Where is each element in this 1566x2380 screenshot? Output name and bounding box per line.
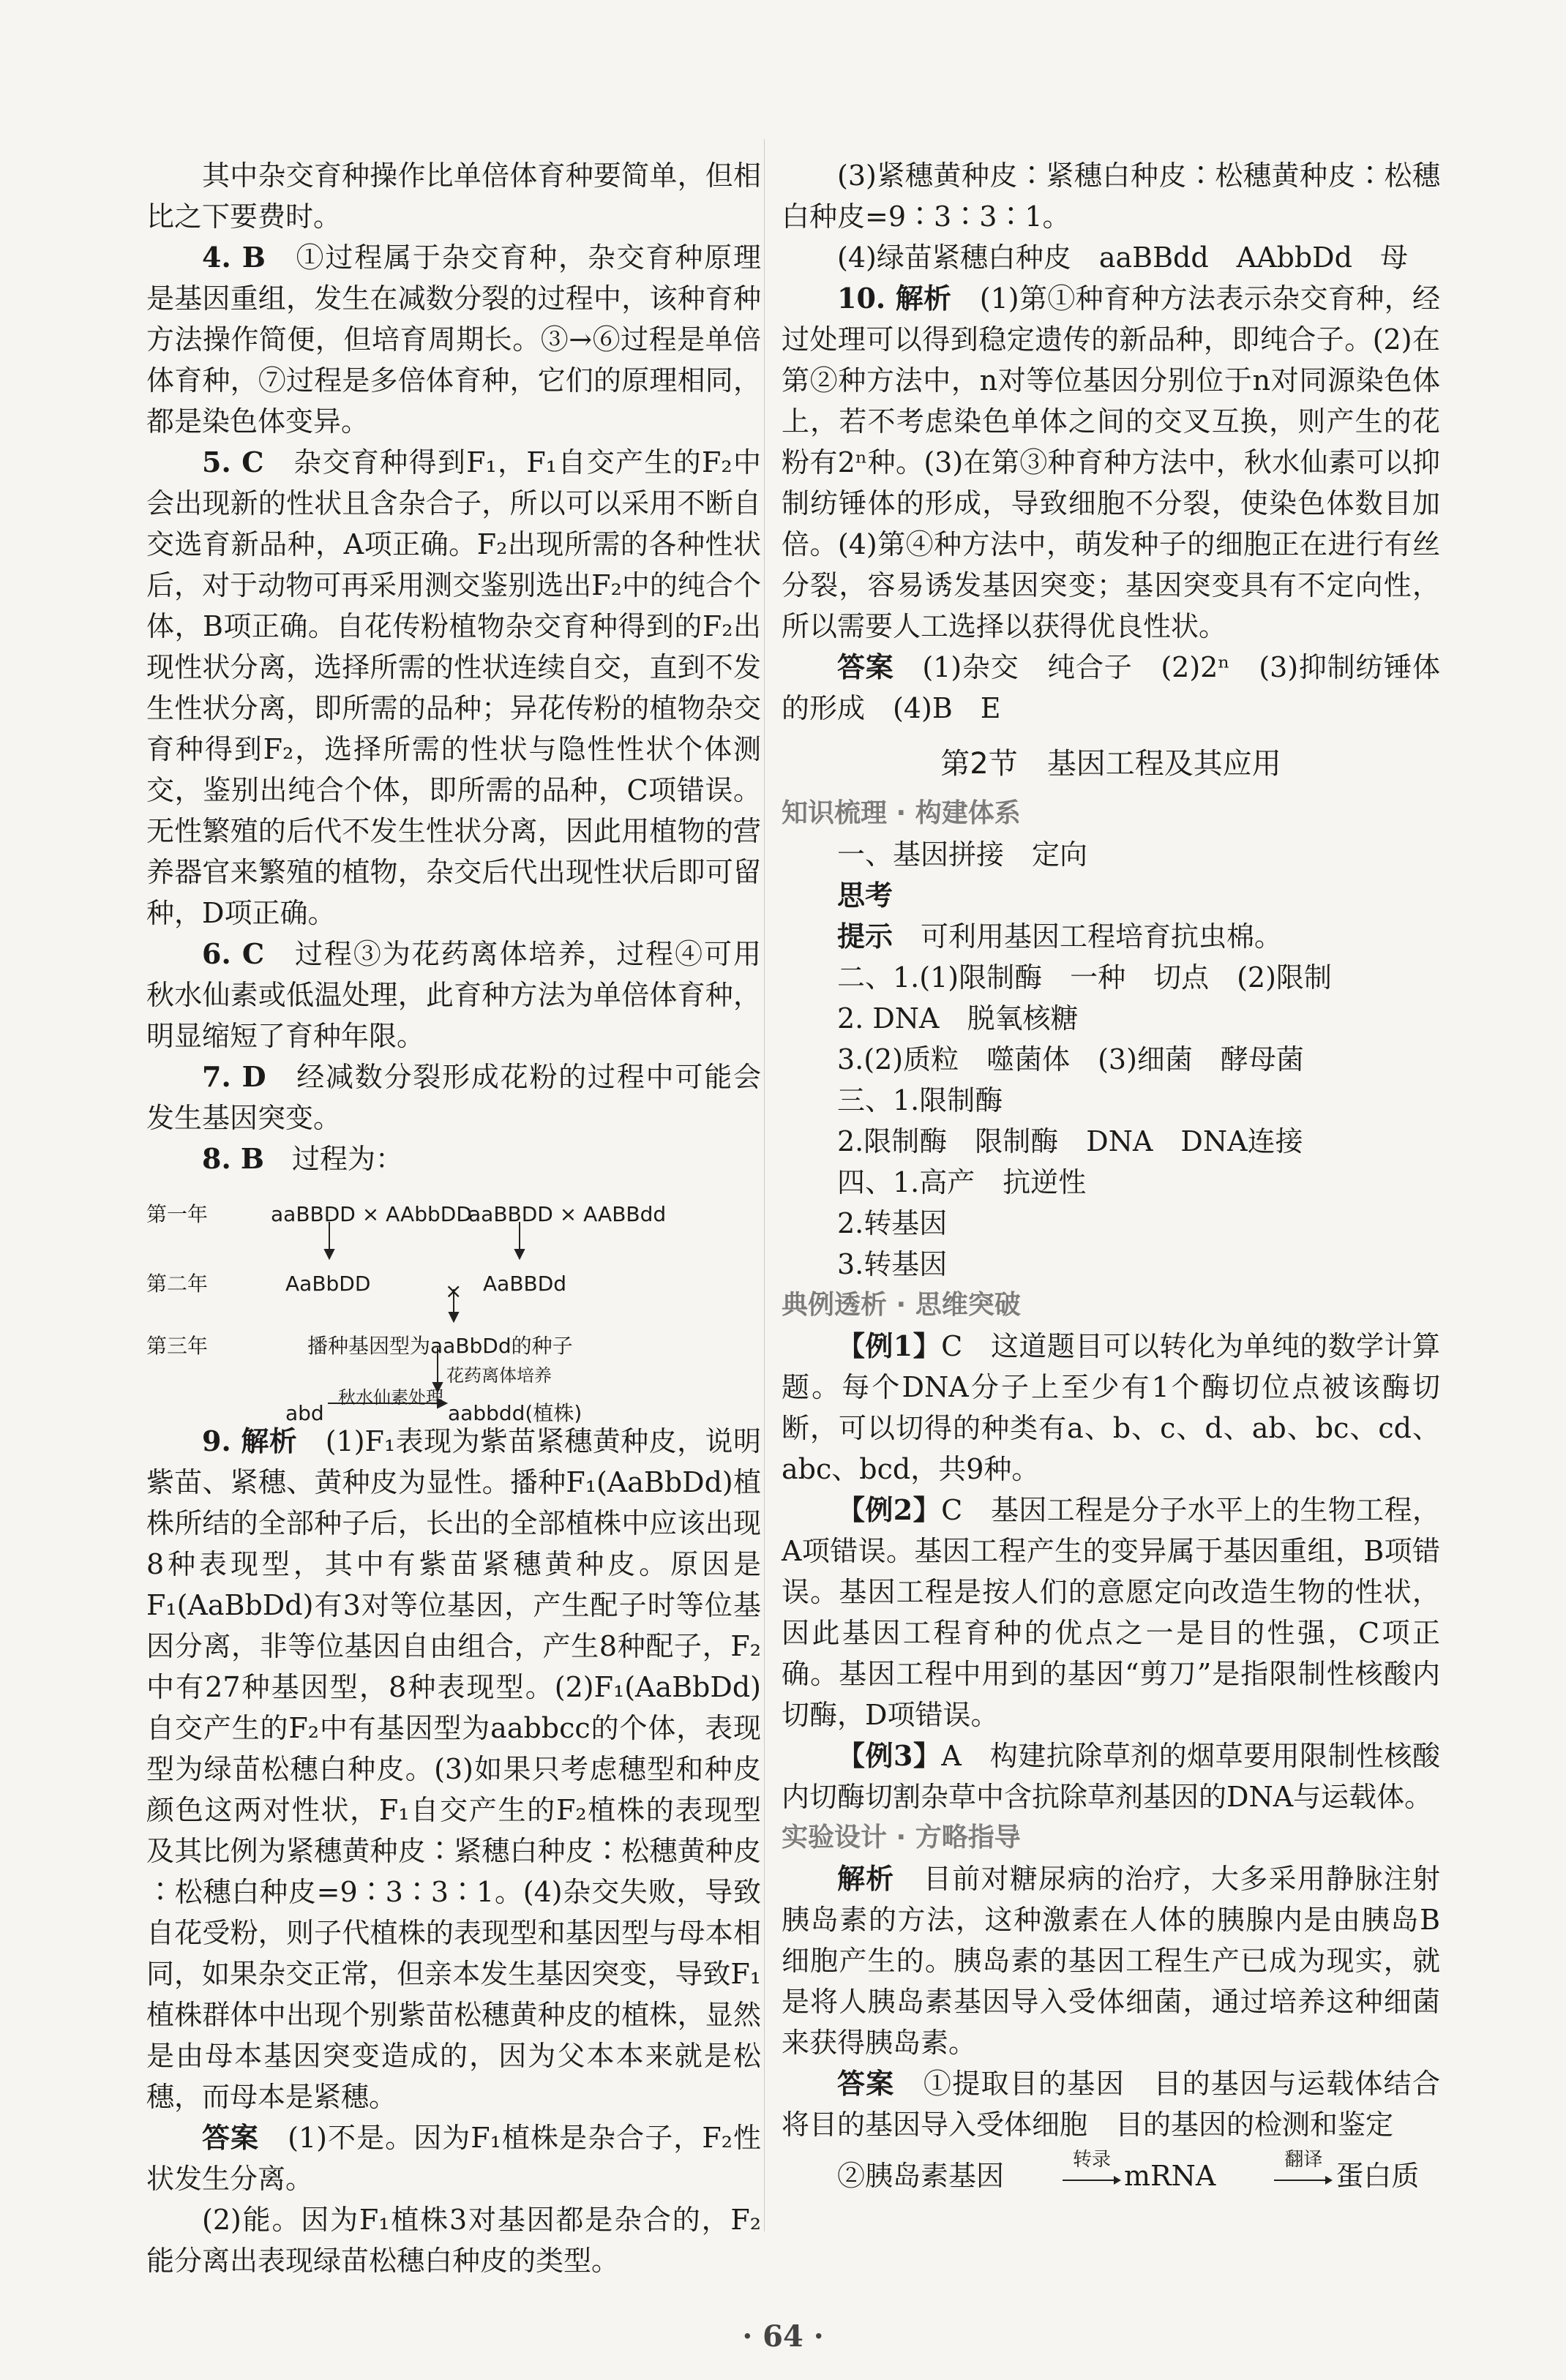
parent-cross-1: aaBBDD × AAbbDD <box>271 1202 472 1226</box>
anther-culture-label: 花药离体培养 <box>446 1365 552 1386</box>
colchicine-label: 秋水仙素处理 <box>338 1387 443 1408</box>
haploid-genotype: abd <box>285 1401 324 1425</box>
answer-9-part-1: 答案 (1)不是。因为F₁植株是杂合子，F₂性状发生分离。 <box>146 2121 761 2195</box>
answer-9-part-2: (2)能。因为F₁植株3对基因都是杂合的，F₂能分离出表现绿苗松穗白种皮的类型。 <box>146 2204 761 2277</box>
example-1: 【例1】C 这道题目可以转化为单纯的数学计算题。每个DNA分子上至少有1个酶切位点被该酶切断，可以切得的种类有a、b、c、d、ab、bc、cd、abc、bcd，共9种。 <box>782 1329 1440 1485</box>
answer-item-10: 10. 解析 (1)第①种育种方法表示杂交育种，经过处理可以得到稳定遗传的新品种，即纯合子。(2)在第②种方法中，n对等位基因分别位于n对同源染色体上，若不考虑染色单体之间的交叉互换，则产生的花粉有2ⁿ种。(3)在第③种育种方法中，秋水仙素可以抑制纺锤体的形成，导致细胞不分裂，使染色体数目加倍。(4)第④种方法中，萌发种子的细胞正在进行有丝分裂，容易诱发基因突变；基因突变具有不定向性，所以需要人工选择以获得优良性状。 <box>782 282 1440 642</box>
section-band-knowledge: 知识梳理 · 构建体系 <box>782 798 1021 828</box>
knowledge-line: 2. DNA 脱氧核糖 <box>837 1002 1079 1035</box>
experiment-answer: 答案 ①提取目的基因 目的基因与运载体结合 将目的基因导入受体细胞 目的基因的检测和鉴定 <box>782 2067 1468 2141</box>
knowledge-line: 3.转基因 <box>837 1248 948 1280</box>
left-column <box>146 155 761 2281</box>
year-3-label: 第三年 <box>146 1334 209 1358</box>
f1-genotype-a: AaBbDD <box>285 1272 371 1296</box>
transcription-arrow: 转录 <box>1004 2155 1124 2196</box>
answer-9-part-3: (3)紧穗黄种皮∶紧穗白种皮∶松穗黄种皮∶松穗白种皮=9∶3∶3∶1。 <box>782 159 1440 233</box>
section-title: 第2节 基因工程及其应用 <box>940 747 1281 781</box>
page-number: · 64 · <box>742 2319 824 2354</box>
example-2: 【例2】C 基因工程是分子水平上的生物工程，A项错误。基因工程产生的变异属于基因重组，B项错误。基因工程是按人们的意愿定向改造生物的性状，因此基因工程育种的优点之一是目的性强，C项正确。基因工程中用到的基因“剪刀”是指限制性核酸内切酶，D项错误。 <box>782 1493 1440 1731</box>
column-divider <box>764 139 765 2231</box>
answer-item-6: 6. C 过程③为花药离体培养，过程④可用秋水仙素或低温处理，此育种方法为单倍体育种，明显缩短了育种年限。 <box>146 937 761 1052</box>
year-2-label: 第二年 <box>146 1272 209 1296</box>
answer-item-5: 5. C 杂交育种得到F₁，F₁自交产生的F₂中会出现新的性状且含杂合子，所以可以采用不断自交选育新品种，A项正确。F₂出现所需的各种性状后，对于动物可再采用测交鉴别选出F₂中的纯合个体，B项正确。自花传粉植物杂交育种得到的F₂出现性状分离，选择所需的性状连续自交，直到不发生性状分离，即所需的品种；异花传粉的植物杂交育种得到F₂，选择所需的性状与隐性性状个体测交，鉴别出纯合个体，即所需的品种，C项错误。无性繁殖的后代不发生性状分离，因此用植物的营养器官来繁殖的植物，杂交后代出现性状后即可留种，D项正确。 <box>146 446 761 929</box>
think-heading: 思考 <box>837 879 893 912</box>
answer-item-7: 7. D 经减数分裂形成花粉的过程中可能会发生基因突变。 <box>146 1060 761 1134</box>
experiment-analysis: 解析 目前对糖尿病的治疗，大多采用静脉注射胰岛素的方法，这种激素在人体的胰腺内是由胰岛B细胞产生的。胰岛素的基因工程生产已成为现实，就是将人胰岛素基因导入受体细菌，通过培养这种细菌来获得胰岛素。 <box>782 1862 1440 2059</box>
answer-item-9: 9. 解析 (1)F₁表现为紫苗紧穗黄种皮，说明紫苗、紧穗、黄种皮为显性。播种F₁(AaBbDd)植株所结的全部种子后，长出的全部植株中应该出现8种表现型，其中有紫苗紧穗黄种皮。原因是F₁(AaBbDd)有3对等位基因，产生配子时等位基因分离，非等位基因自由组合，产生8种配子，F₂中有27种基因型，8种表现型。(2)F₁(AaBbDd)自交产生的F₂中有基因型为aabbcc的个体，表现型为绿苗松穗白种皮。(3)如果只考虑穗型和种皮颜色这两对性状，F₁自交产生的F₂植株的表现型及其比例为紧穗黄种皮∶紧穗白种皮∶松穗黄种皮∶松穗白种皮=9∶3∶3∶1。(4)杂交失败，导致自花受粉，则子代植株的表现型和基因型与母本相同，如果杂交正常，但亲本发生基因突变，导致F₁植株群体中出现个别紫苗松穗黄种皮的植株，显然是由母本基因突变造成的，因为父本本来就是松穗，而母本是紧穗。 <box>146 1424 761 2113</box>
sow-seeds-label: 播种基因型为aaBbDd的种子 <box>307 1334 573 1358</box>
flow-line: ②胰岛素基因 转录 mRNA 翻译 蛋白质 <box>782 2155 1440 2196</box>
knowledge-line: 一、基因拼接 定向 <box>837 838 1088 871</box>
answer-9-part-4: (4)绿苗紧穗白种皮 aaBBdd AAbbDd 母 <box>837 241 1408 274</box>
right-column <box>782 155 1468 2196</box>
translation-arrow: 翻译 <box>1215 2155 1335 2196</box>
knowledge-line: 2.限制酶 限制酶 DNA DNA连接 <box>837 1125 1303 1157</box>
knowledge-line: 3.(2)质粒 噬菌体 (3)细菌 酵母菌 <box>837 1043 1304 1075</box>
result-genotype: aabbdd(植株) <box>448 1401 582 1425</box>
knowledge-line: 2.转基因 <box>837 1207 948 1239</box>
example-3: 【例3】A 构建抗除草剂的烟草要用限制性核酸内切酶切割杂草中含抗除草剂基因的DNA与运载体。 <box>782 1739 1440 1813</box>
hint-line: 提示 可利用基因工程培育抗虫棉。 <box>837 920 1283 953</box>
section-band-examples: 典例透析 · 思维突破 <box>782 1290 1021 1320</box>
answer-10: 答案 (1)杂交 纯合子 (2)2ⁿ (3)抑制纺锤体的形成 (4)B E <box>782 650 1440 724</box>
paragraph: 其中杂交育种操作比单倍体育种要简单，但相比之下要费时。 <box>146 159 761 233</box>
parent-cross-2: aaBBDD × AABBdd <box>468 1202 667 1226</box>
section-band-experiment: 实验设计 · 方略指导 <box>782 1822 1021 1852</box>
breeding-diagram <box>146 1179 761 1425</box>
knowledge-line: 三、1.限制酶 <box>837 1084 1003 1116</box>
answer-item-8: 8. B 过程为： <box>202 1142 404 1175</box>
year-1-label: 第一年 <box>146 1202 209 1226</box>
knowledge-line: 四、1.高产 抗逆性 <box>837 1166 1087 1198</box>
answer-item-4: 4. B ①过程属于杂交育种，杂交育种原理是基因重组，发生在减数分裂的过程中，该种育种方法操作简便，但培育周期长。③→⑥过程是单倍体育种，⑦过程是多倍体育种，它们的原理相同，都是染色体变异。 <box>146 241 761 438</box>
f1-genotype-b: AaBBDd <box>483 1272 567 1296</box>
knowledge-line: 二、1.(1)限制酶 一种 切点 (2)限制 <box>837 961 1332 994</box>
cross-symbol: × <box>445 1279 462 1303</box>
